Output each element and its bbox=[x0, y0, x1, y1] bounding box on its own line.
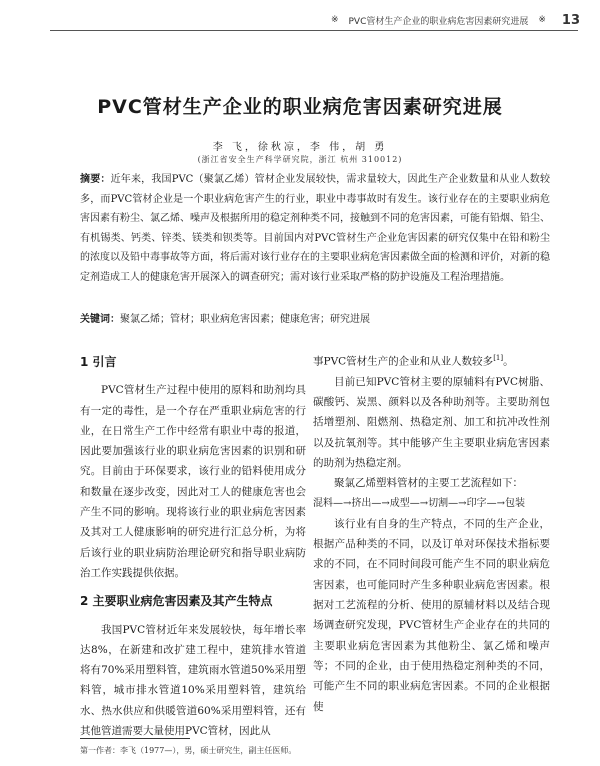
keywords bbox=[80, 310, 550, 329]
growth-paragraph: 我国PVC管材近年来发展较快，每年增长率达8%，在新建和改扩建工程中，建筑排水管道将有70%采用塑料管，建筑雨水管道50%采用塑料管，城市排水管道10%采用塑料管，建筑给水、热水供应和供暖管道60%采用塑料管，还有其他管道需要大量使用PVC管材，因此从 bbox=[80, 623, 306, 738]
running-title: PVC管材生产企业的职业病危害因素研究进展 bbox=[348, 16, 529, 27]
article-title: PVC管材生产企业的职业病危害因素研究进展 bbox=[97, 96, 503, 118]
materials-paragraph: 目前已知PVC管材主要的原辅料有PVC树脂、碳酸钙、炭黑、颜料以及各种助剂等。主要助剂包括增塑剂、阻燃剂、热稳定剂、加工和抗冲改性剂以及抗氧剂等。其中能够产生主要职业病危害因素的助剂为热稳定剂。 bbox=[313, 375, 550, 469]
header-marker-2: ※ bbox=[538, 15, 546, 25]
abstract bbox=[80, 170, 550, 287]
flow-step: 印字 bbox=[466, 497, 487, 509]
footnote-rule bbox=[80, 738, 190, 739]
affiliation: (浙江省安全生产科学研究院，浙江 杭州 310012) bbox=[197, 155, 403, 164]
page-number: 13 bbox=[561, 12, 580, 28]
flow-step: 挤出 bbox=[351, 497, 372, 509]
running-header bbox=[300, 12, 580, 28]
process-intro: 聚氯乙烯塑料管材的主要工艺流程如下： bbox=[334, 477, 523, 490]
keywords-label: 关键词： bbox=[80, 314, 120, 325]
process-flow: 混料—→挤出—→成型—→切割—→印字—→包装 bbox=[313, 497, 525, 509]
intro-paragraph: PVC管材生产过程中使用的原料和助剂均具有一定的毒性，是一个存在严重职业病危害的行业，在日常生产工作中经常有职业中毒的报道，因此要加强该行业的职业病危害因素的识别和研究。目前由于环保要求，该行业的铅料使用成分和数量在逐步改变，因此对工人的健康危害也会产生不同的影响。现将该行业的职业病危害因素及其对工人健康影响的研究进行汇总分析，为将后该行业的职业病防治理论研究和指导职业病防治工作实践提供依据。 bbox=[80, 384, 306, 579]
growth-paragraph-continued: 事PVC管材生产的企业和从业人数较多[1]。 bbox=[313, 354, 514, 368]
section-heading-intro: 1 引言 bbox=[80, 355, 117, 369]
flow-step: 切割 bbox=[428, 497, 449, 509]
flow-step: 包装 bbox=[504, 497, 525, 509]
header-marker: ※ bbox=[330, 15, 339, 25]
keywords-text: 聚氯乙烯；管材；职业病危害因素；健康危害；研究进展 bbox=[120, 314, 370, 325]
footnote: 第一作者：李飞（1977—），男，硕士研究生，副主任医师。 bbox=[80, 746, 297, 755]
left-column bbox=[80, 348, 306, 741]
abstract-text: 近年来，我国PVC（聚氯乙烯）管材企业发展较快，需求量较大，因此生产企业数量和从业人数较多，而PVC管材企业是一个职业病危害产生的行业，职业中毒事故时有发生。该行业存在的主要职业病危害因素有粉尘、氯乙烯、噪声及根据所用的稳定剂种类不同，接触到不同的危害因素，可能有铅烟、铅尘、有机锡类、钙类、锌类、镁类和钡类等。目前国内对PVC管材生产企业危害因素的研究仅集中在铅和粉尘的浓度以及铅中毒事故等方面，将后需对该行业存在的主要职业病危害因素做全面的检测和评价，对新的稳定剂造成工人的健康危害开展深入的调查研究；需对该行业采取严格的防护设施及工程治理措施。 bbox=[80, 174, 550, 283]
right-column bbox=[313, 348, 550, 717]
flow-step: 混料 bbox=[313, 497, 333, 509]
section-heading-hazards: 2 主要职业病危害因素及其产生特点 bbox=[80, 594, 273, 609]
hazard-characteristics-paragraph: 该行业有自身的生产特点，不同的生产企业，根据产品种类的不同，以及订单对环保技术指标要求的不同，在不同时间段可能产生不同的职业病危害因素，也可能同时产生多种职业病危害因素。根据对工艺流程的分析、使用的原辅材料以及结合现场调查研究发现，PVC管材生产企业存在的共同的主要职业病危害因素为其他粉尘、氯乙烯和噪声等；不同的企业，由于使用热稳定剂种类的不同，可能产生不同的职业病危害因素。不同的企业根据使 bbox=[313, 517, 550, 713]
citation-ref[interactable]: [1] bbox=[493, 354, 504, 362]
flow-step: 成型 bbox=[389, 497, 410, 509]
author-list: 李 飞，徐秋凉，李 伟，胡 勇 bbox=[212, 142, 388, 153]
abstract-label: 摘要： bbox=[80, 174, 111, 185]
header-rule bbox=[50, 30, 578, 31]
